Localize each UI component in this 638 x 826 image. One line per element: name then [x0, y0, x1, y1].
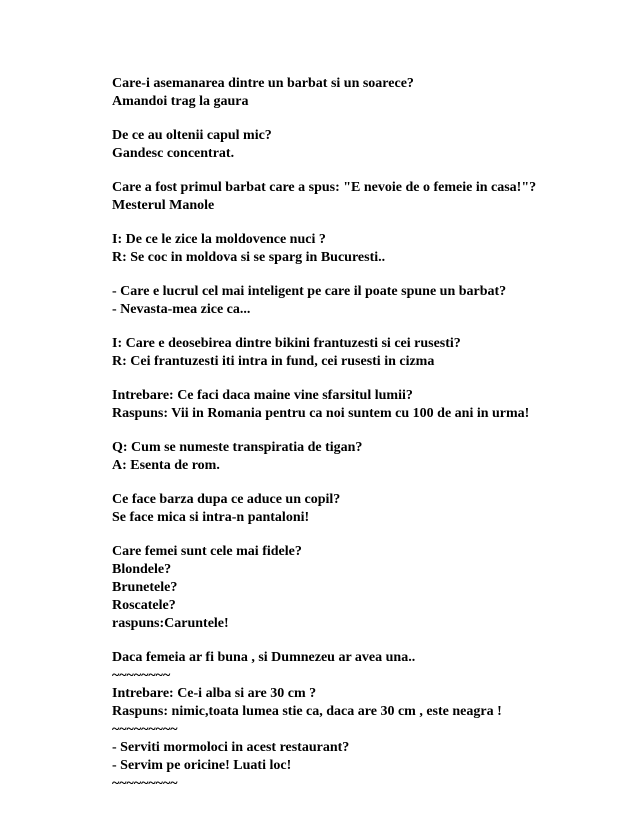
- text-line: Brunetele?: [112, 580, 178, 595]
- text-line: Care-i asemanarea dintre un barbat si un soarece?: [112, 76, 414, 91]
- text-line: Blondele?: [112, 562, 172, 577]
- text-line: - Nevasta-mea zice ca...: [112, 302, 251, 317]
- joke-block: [112, 283, 632, 319]
- text-line: De ce au oltenii capul mic?: [112, 128, 272, 143]
- separator-line: ~~~~~~~~: [112, 668, 171, 683]
- separator-line: ~~~~~~~~~: [112, 722, 178, 737]
- text-line: Mesterul Manole: [112, 198, 215, 213]
- text-line: Intrebare: Ce faci daca maine vine sfarsitul lumii?: [112, 388, 413, 403]
- text-line: - Servim pe oricine! Luati loc!: [112, 758, 292, 773]
- joke-block: [112, 231, 632, 267]
- joke-block: [112, 127, 632, 163]
- joke-block: [112, 387, 632, 423]
- text-line: I: Care e deosebirea dintre bikini frantuzesti si cei rusesti?: [112, 336, 461, 351]
- text-line: Amandoi trag la gaura: [112, 94, 249, 109]
- joke-block: [112, 543, 632, 633]
- text-line: R: Se coc in moldova si se sparg in Bucuresti..: [112, 250, 386, 265]
- text-line: Raspuns: Vii in Romania pentru ca noi suntem cu 100 de ani in urma!: [112, 406, 530, 421]
- text-line: Intrebare: Ce-i alba si are 30 cm ?: [112, 686, 317, 701]
- joke-block: [112, 179, 632, 215]
- text-line: Raspuns: nimic,toata lumea stie ca, daca are 30 cm , este neagra !: [112, 704, 502, 719]
- text-line: - Serviti mormoloci in acest restaurant?: [112, 740, 350, 755]
- text-line: I: De ce le zice la moldovence nuci ?: [112, 232, 326, 247]
- separator-line: ~~~~~~~~~: [112, 776, 178, 791]
- text-line: Daca femeia ar fi buna , si Dumnezeu ar avea una..: [112, 650, 416, 665]
- text-line: Ce face barza dupa ce aduce un copil?: [112, 492, 341, 507]
- joke-block: [112, 335, 632, 371]
- text-line: Care femei sunt cele mai fidele?: [112, 544, 302, 559]
- text-line: A: Esenta de rom.: [112, 458, 220, 473]
- text-line: - Care e lucrul cel mai inteligent pe care il poate spune un barbat?: [112, 284, 507, 299]
- joke-block: [112, 649, 632, 793]
- joke-block: [112, 491, 632, 527]
- text-line: Roscatele?: [112, 598, 176, 613]
- text-line: raspuns:Caruntele!: [112, 616, 229, 631]
- joke-block: [112, 75, 632, 111]
- text-line: Se face mica si intra-n pantaloni!: [112, 510, 310, 525]
- text-line: Q: Cum se numeste transpiratia de tigan?: [112, 440, 363, 455]
- text-line: Gandesc concentrat.: [112, 146, 235, 161]
- text-line: R: Cei frantuzesti iti intra in fund, cei rusesti in cizma: [112, 354, 435, 369]
- joke-block: [112, 439, 632, 475]
- jokes-text: [112, 75, 632, 793]
- text-line: Care a fost primul barbat care a spus: "E nevoie de o femeie in casa!"?: [112, 180, 537, 195]
